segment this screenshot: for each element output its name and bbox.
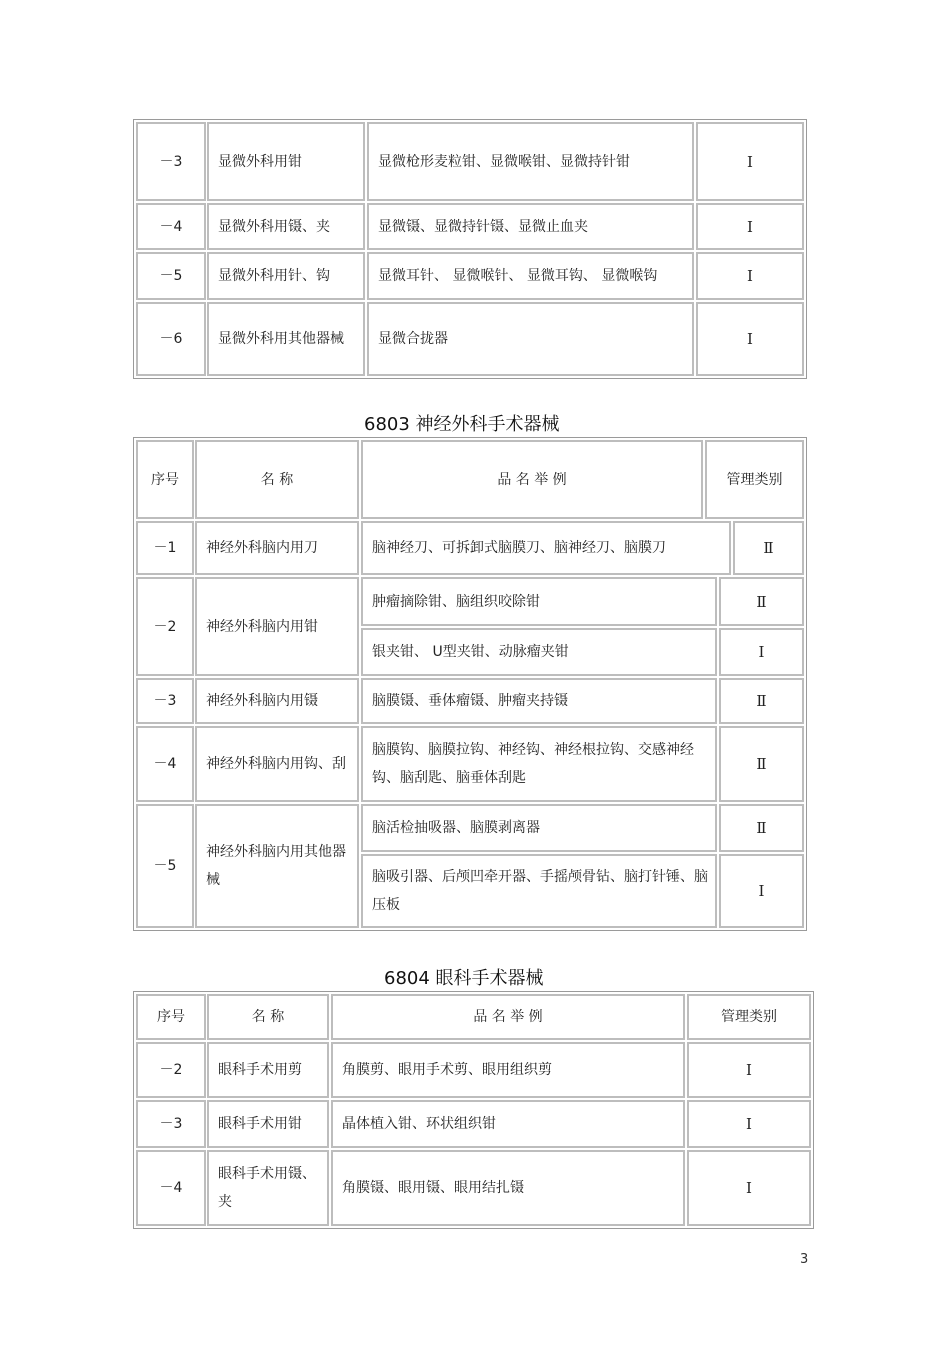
row-index: －2	[136, 1042, 206, 1098]
row-class: Ⅰ	[696, 302, 804, 376]
microsurgery-table	[133, 119, 807, 379]
row-index: －5	[136, 804, 194, 928]
row-name: 眼科手术用剪	[207, 1042, 329, 1098]
row-index: －4	[136, 726, 194, 802]
page-number: 3	[800, 1252, 809, 1267]
row-name: 神经外科脑内用镊	[195, 678, 359, 724]
ophthalmic-table	[133, 991, 814, 1229]
row-name: 显微外科用钳	[207, 122, 365, 201]
row-index: －6	[136, 302, 206, 376]
row-name: 神经外科脑内用钳	[195, 577, 359, 676]
row-name: 显微外科用针、钩	[207, 252, 365, 300]
row-name: 神经外科脑内用刀	[195, 521, 359, 575]
section-title: 6803 神经外科手术器械	[364, 414, 560, 435]
row-class: Ⅱ	[719, 678, 804, 724]
row-name: 神经外科脑内用钩、刮	[195, 726, 359, 802]
row-examples: 脑膜钩、脑膜拉钩、神经钩、神经根拉钩、交感神经钩、脑刮匙、脑垂体刮匙	[361, 726, 717, 802]
header-index: 序号	[136, 994, 206, 1040]
row-examples: 显微镊、显微持针镊、显微止血夹	[367, 203, 694, 250]
row-name: 眼科手术用钳	[207, 1100, 329, 1148]
row-examples: 脑活检抽吸器、脑膜剥离器	[361, 804, 717, 852]
header-class: 管理类别	[687, 994, 811, 1040]
row-index: －5	[136, 252, 206, 300]
row-examples: 肿瘤摘除钳、脑组织咬除钳	[361, 577, 717, 626]
row-examples: 角膜镊、眼用镊、眼用结扎镊	[331, 1150, 685, 1226]
section-title: 6804 眼科手术器械	[384, 968, 544, 989]
row-examples: 角膜剪、眼用手术剪、眼用组织剪	[331, 1042, 685, 1098]
header-examples: 品 名 举 例	[361, 440, 703, 519]
row-class: Ⅱ	[733, 521, 804, 575]
row-class: Ⅰ	[719, 854, 804, 928]
row-examples: 显微合拢器	[367, 302, 694, 376]
row-class: Ⅱ	[719, 577, 804, 626]
row-index: －3	[136, 122, 206, 201]
row-class: Ⅱ	[719, 804, 804, 852]
header-name: 名 称	[207, 994, 329, 1040]
row-class: Ⅰ	[687, 1150, 811, 1226]
header-name: 名 称	[195, 440, 359, 519]
row-index: －2	[136, 577, 194, 676]
row-class: Ⅰ	[687, 1100, 811, 1148]
row-class: Ⅰ	[696, 252, 804, 300]
row-class: Ⅰ	[687, 1042, 811, 1098]
row-index: －1	[136, 521, 194, 575]
row-name: 眼科手术用镊、夹	[207, 1150, 329, 1226]
header-examples: 品 名 举 例	[331, 994, 685, 1040]
header-class: 管理类别	[705, 440, 804, 519]
row-examples: 脑神经刀、可拆卸式脑膜刀、脑神经刀、脑膜刀	[361, 521, 731, 575]
row-examples: 脑吸引器、后颅凹牵开器、手摇颅骨钻、脑打针锤、脑压板	[361, 854, 717, 928]
row-class: Ⅰ	[696, 203, 804, 250]
row-class: Ⅰ	[696, 122, 804, 201]
row-class: Ⅰ	[719, 628, 804, 676]
row-index: －3	[136, 1100, 206, 1148]
neurosurgery-table	[133, 437, 807, 931]
row-name: 显微外科用其他器械	[207, 302, 365, 376]
row-class: Ⅱ	[719, 726, 804, 802]
row-examples: 银夹钳、 U型夹钳、动脉瘤夹钳	[361, 628, 717, 676]
row-index: －4	[136, 203, 206, 250]
row-examples: 显微枪形麦粒钳、显微喉钳、显微持针钳	[367, 122, 694, 201]
header-index: 序号	[136, 440, 194, 519]
row-examples: 晶体植入钳、环状组织钳	[331, 1100, 685, 1148]
row-index: －3	[136, 678, 194, 724]
row-examples: 显微耳针、 显微喉针、 显微耳钩、 显微喉钩	[367, 252, 694, 300]
row-name: 显微外科用镊、夹	[207, 203, 365, 250]
row-index: －4	[136, 1150, 206, 1226]
row-examples: 脑膜镊、垂体瘤镊、肿瘤夹持镊	[361, 678, 717, 724]
row-name: 神经外科脑内用其他器械	[195, 804, 359, 928]
